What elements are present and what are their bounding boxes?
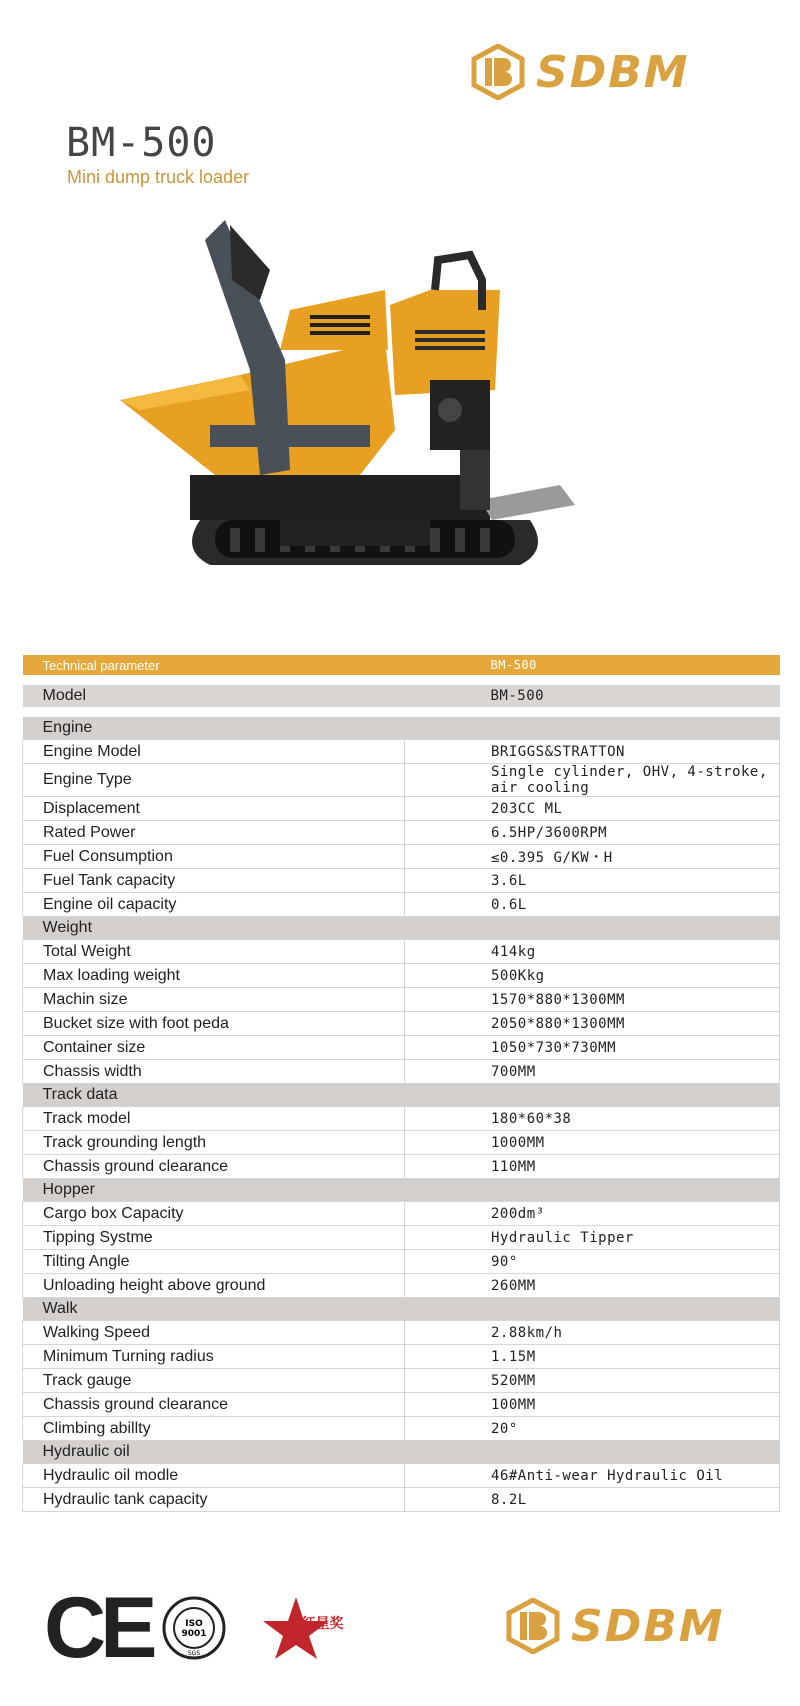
spec-value: 1570*880*1300MM <box>405 988 780 1012</box>
spec-label: Engine Type <box>23 764 405 797</box>
mini-dumper-image <box>120 220 640 620</box>
table-row <box>23 1488 780 1512</box>
spec-value: 520MM <box>405 1369 780 1393</box>
spec-value: 180*60*38 <box>405 1107 780 1131</box>
brand-name: SDBM <box>571 1600 725 1652</box>
brand-name: SDBM <box>536 46 690 98</box>
svg-text:SGS: SGS <box>188 1650 201 1657</box>
spec-table <box>22 655 780 1512</box>
spec-value: 100MM <box>405 1393 780 1417</box>
spec-label: Fuel Consumption <box>23 845 405 869</box>
table-row <box>23 1250 780 1274</box>
table-header-row <box>23 655 780 675</box>
spec-label: Cargo box Capacity <box>23 1202 405 1226</box>
red-star-award <box>261 1595 343 1661</box>
brand-logo-bottom <box>505 1598 725 1654</box>
spec-label: Tilting Angle <box>23 1250 405 1274</box>
spec-label: Chassis ground clearance <box>23 1155 405 1179</box>
section-title: Walk <box>23 1298 780 1321</box>
spec-label: Bucket size with foot peda <box>23 1012 405 1036</box>
section-row <box>23 1441 780 1464</box>
spec-value: Hydraulic Tipper <box>405 1226 780 1250</box>
table-row <box>23 1202 780 1226</box>
spec-value: 414kg <box>405 940 780 964</box>
table-row <box>23 845 780 869</box>
certification-badges <box>44 1580 344 1676</box>
ce-mark: CE <box>44 1580 152 1676</box>
header-label: Technical parameter <box>23 655 405 675</box>
svg-text:ISO: ISO <box>185 1619 204 1629</box>
table-row <box>23 1393 780 1417</box>
spec-label: Machin size <box>23 988 405 1012</box>
spec-label: Hydraulic oil modle <box>23 1464 405 1488</box>
model-label: Model <box>23 685 405 707</box>
table-row <box>23 1464 780 1488</box>
section-title: Engine <box>23 717 780 740</box>
section-title: Hydraulic oil <box>23 1441 780 1464</box>
spec-label: Walking Speed <box>23 1321 405 1345</box>
spec-label: Track grounding length <box>23 1131 405 1155</box>
logo-emblem-icon <box>505 1598 561 1654</box>
spec-value: 90° <box>405 1250 780 1274</box>
spec-value: 700MM <box>405 1060 780 1084</box>
spec-value: Single cylinder, OHV, 4-stroke, air cooling <box>405 764 780 797</box>
section-row <box>23 1084 780 1107</box>
spec-value: 203CC ML <box>405 797 780 821</box>
spec-label: Hydraulic tank capacity <box>23 1488 405 1512</box>
spec-value: 6.5HP/3600RPM <box>405 821 780 845</box>
brand-logo-top <box>470 44 690 100</box>
section-title: Hopper <box>23 1179 780 1202</box>
table-row <box>23 1131 780 1155</box>
table-row <box>23 940 780 964</box>
spec-value: 46#Anti-wear Hydraulic Oil <box>405 1464 780 1488</box>
section-row <box>23 917 780 940</box>
spec-label: Track model <box>23 1107 405 1131</box>
table-row <box>23 988 780 1012</box>
spec-label: Container size <box>23 1036 405 1060</box>
spec-value: 2.88km/h <box>405 1321 780 1345</box>
section-title: Weight <box>23 917 780 940</box>
model-row <box>23 685 780 707</box>
spec-value: 8.2L <box>405 1488 780 1512</box>
product-subtitle: Mini dump truck loader <box>67 167 250 187</box>
table-row <box>23 1321 780 1345</box>
spec-label: Chassis width <box>23 1060 405 1084</box>
table-row <box>23 1036 780 1060</box>
spec-value: 1.15M <box>405 1345 780 1369</box>
table-row <box>23 1369 780 1393</box>
spec-label: Climbing abillty <box>23 1417 405 1441</box>
spec-value: 200dm³ <box>405 1202 780 1226</box>
table-row <box>23 1226 780 1250</box>
spec-value: 500Kkg <box>405 964 780 988</box>
section-title: Track data <box>23 1084 780 1107</box>
spec-value: 260MM <box>405 1274 780 1298</box>
spec-value: 1000MM <box>405 1131 780 1155</box>
table-row <box>23 821 780 845</box>
model-value: BM-500 <box>405 685 780 707</box>
spec-value: 2050*880*1300MM <box>405 1012 780 1036</box>
table-row <box>23 1274 780 1298</box>
header-value: BM-500 <box>405 655 780 675</box>
logo-emblem-icon <box>470 44 526 100</box>
spec-label: Displacement <box>23 797 405 821</box>
spec-label: Tipping Systme <box>23 1226 405 1250</box>
table-row <box>23 893 780 917</box>
table-row <box>23 1155 780 1179</box>
spec-label: Engine oil capacity <box>23 893 405 917</box>
spec-value: 0.6L <box>405 893 780 917</box>
table-row <box>23 869 780 893</box>
iso-9001-seal-icon <box>161 1595 227 1661</box>
table-row <box>23 764 780 797</box>
spec-value: ≤0.395 G/KW・H <box>405 845 780 869</box>
spec-label: Chassis ground clearance <box>23 1393 405 1417</box>
table-row <box>23 1417 780 1441</box>
spec-label: Total Weight <box>23 940 405 964</box>
spec-value: 20° <box>405 1417 780 1441</box>
table-row <box>23 740 780 764</box>
product-title: BM-500 <box>66 120 217 166</box>
table-row <box>23 1107 780 1131</box>
spec-value: BRIGGS&STRATTON <box>405 740 780 764</box>
table-row <box>23 1060 780 1084</box>
spec-value: 1050*730*730MM <box>405 1036 780 1060</box>
spec-label: Minimum Turning radius <box>23 1345 405 1369</box>
section-row <box>23 1179 780 1202</box>
spec-label: Engine Model <box>23 740 405 764</box>
table-row <box>23 1345 780 1369</box>
spec-label: Unloading height above ground <box>23 1274 405 1298</box>
table-row <box>23 797 780 821</box>
spec-value: 3.6L <box>405 869 780 893</box>
spec-label: Rated Power <box>23 821 405 845</box>
spec-value: 110MM <box>405 1155 780 1179</box>
section-row <box>23 1298 780 1321</box>
section-row <box>23 717 780 740</box>
red-star-label: 红星奖 <box>301 1615 344 1631</box>
table-row <box>23 1012 780 1036</box>
svg-text:9001: 9001 <box>181 1629 207 1639</box>
spec-label: Max loading weight <box>23 964 405 988</box>
spec-label: Fuel Tank capacity <box>23 869 405 893</box>
spec-label: Track gauge <box>23 1369 405 1393</box>
table-row <box>23 964 780 988</box>
